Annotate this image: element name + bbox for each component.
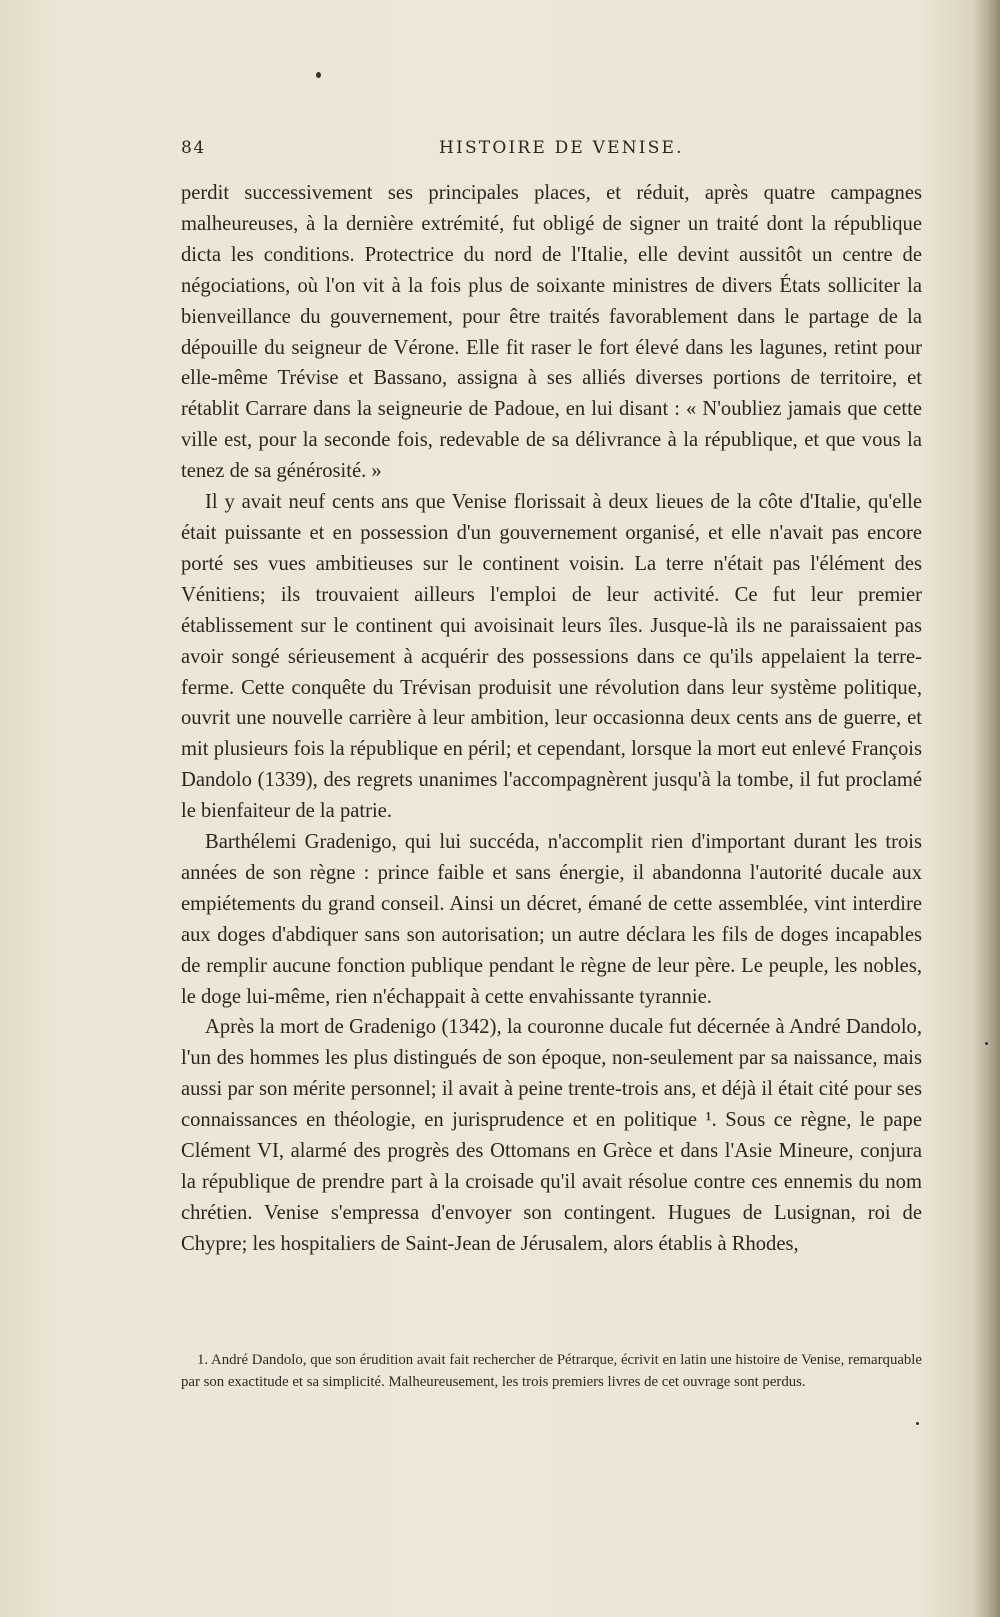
page-edge-shadow [972,0,1000,1617]
page-header [181,138,925,166]
paragraph: Il y avait neuf cents ans que Venise florissait à deux lieues de la côte d'Italie, qu'elle était puissante et en possession d'un gouvernement organisé, et elle n'avait pas encore porté ses vues ambitieuses sur le continent voisin. La terre n'était pas l'élément des Vénitiens; ils trouvaient ailleurs l'emploi de leur activité. Ce fut leur premier établissement sur le continent qui avoisinait leurs îles. Jusque-là ils ne paraissaient pas avoir songé sérieusement à acquérir des possessions dans ce qu'ils appelaient la terre-ferme. Cette conquête du Trévisan produisit une révolution dans leur système politique, ouvrit une nouvelle carrière à leur ambition, leur occasionna deux cents ans de guerre, et mit plusieurs fois la république en péril; et cependant, lorsque la mort eut enlevé François Dandolo (1339), des regrets unanimes l'accompagnèrent jusqu'à la tombe, il fut proclamé le bienfaiteur de la patrie. [181,491,922,823]
page-number: 84 [181,138,206,158]
running-title: HISTOIRE DE VENISE. [439,138,684,158]
footnote [181,1350,922,1393]
ink-speck [916,1422,919,1425]
paragraph: perdit successivement ses principales places, et réduit, après quatre campagnes malheureuses, à la dernière extrémité, fut obligé de signer un traité dont la république dicta les conditions. Protectrice du nord de l'Italie, elle devint aussitôt un centre de négociations, où l'on vit à la fois plus de soixante ministres de divers États solliciter la bienveillance du gouvernement, pour être traités favorablement dans le partage de la dépouille du seigneur de Vérone. Elle fit raser le fort élevé dans les lagunes, retint pour elle-même Trévise et Bassano, assigna à ses alliés diverses portions de territoire, et rétablit Carrare dans la seigneurie de Padoue, en lui disant : « N'oubliez jamais que cette ville est, pour la seconde fois, redevable de sa délivrance à la république, et que vous la tenez de sa générosité. » [181,182,922,483]
ink-speck [316,72,321,78]
paragraph: Après la mort de Gradenigo (1342), la couronne ducale fut décernée à André Dandolo, l'un des hommes les plus distingués de son époque, non-seulement par sa naissance, mais aussi par son mérite personnel; il avait à peine trente-trois ans, et déjà il était cité pour ses connaissances en théologie, en jurisprudence et en politique ¹. Sous ce règne, le pape Clément VI, alarmé des progrès des Ottomans en Grèce et dans l'Asie Mineure, conjura la république de prendre part à la croisade qu'il avait résolue contre ces ennemis du nom chrétien. Venise s'empressa d'envoyer son contingent. Hugues de Lusignan, roi de Chypre; les hospitaliers de Saint-Jean de Jérusalem, alors établis à Rhodes, [181,1016,922,1255]
ink-speck [985,1042,988,1045]
paragraph: Barthélemi Gradenigo, qui lui succéda, n'accomplit rien d'important durant les trois années de son règne : prince faible et sans énergie, il abandonna l'autorité ducale aux empiétements du grand conseil. Ainsi un décret, émané de cette assemblée, vint interdire aux doges d'abdiquer sans son autorisation; un autre déclara les fils de doges incapables de remplir aucune fonction publique pendant le règne de leur père. Le peuple, les nobles, le doge lui-même, rien n'échappait à cette envahissante tyrannie. [181,831,922,1008]
footnote-text: 1. André Dandolo, que son érudition avait fait rechercher de Pétrarque, écrivit en latin une histoire de Venise, remarquable par son exactitude et sa simplicité. Malheureusement, les trois premiers livres de cet ouvrage sont perdus. [181,1352,922,1390]
body-text [181,178,922,1260]
